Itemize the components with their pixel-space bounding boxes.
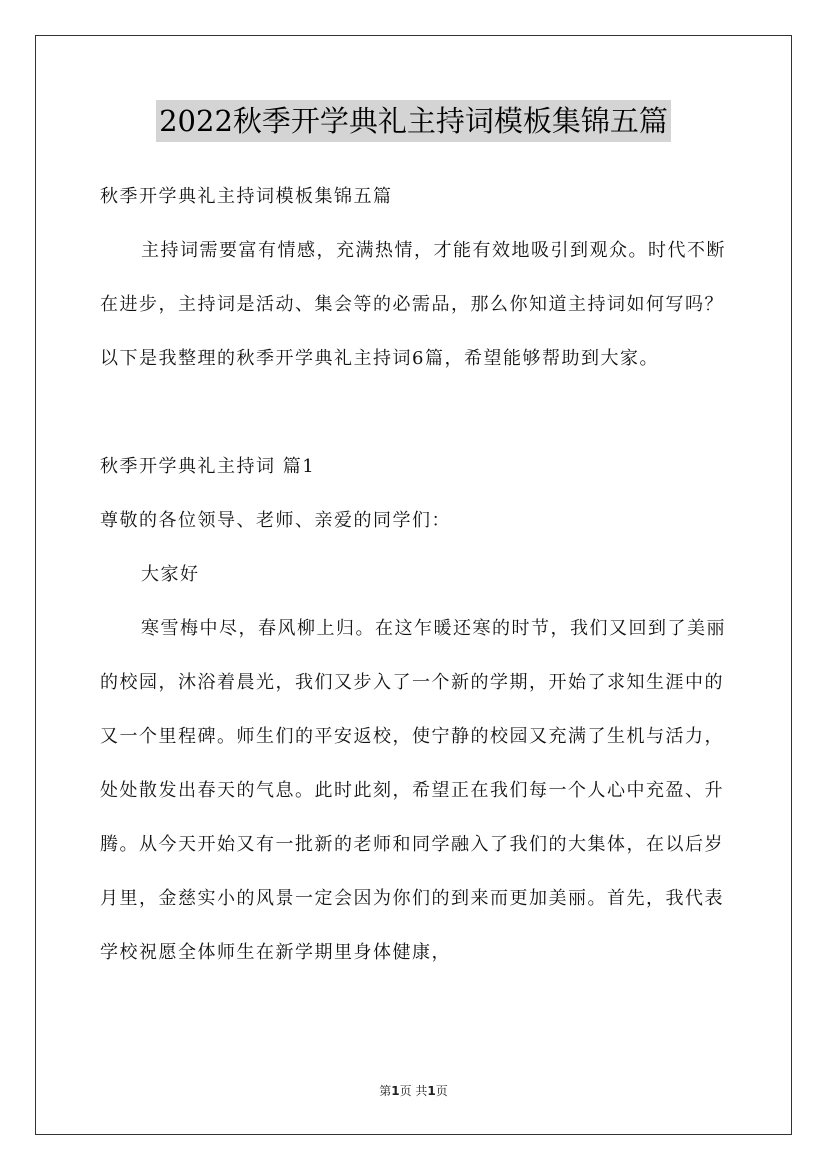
greeting: 大家好 (141, 564, 200, 585)
title-container (0, 100, 827, 142)
footer-page-mid: 页 共 (399, 1084, 428, 1098)
subtitle: 秋季开学典礼主持词模板集锦五篇 (100, 186, 393, 207)
document-body (100, 170, 728, 980)
footer-page-number: 1 (391, 1084, 400, 1098)
footer-page-prefix: 第 (379, 1084, 392, 1098)
document-title: 2022秋季开学典礼主持词模板集锦五篇 (156, 100, 671, 142)
body-paragraph: 寒雪梅中尽，春风柳上归。在这乍暖还寒的时节，我们又回到了美丽的校园，沐浴着晨光，我们又步入了一个新的学期，开始了求知生涯中的又一个里程碑。师生们的平安返校，使宁静的校园又充满了生机与活力，处处散发出春天的气息。此时此刻，希望正在我们每一个人心中充盈、升腾。从今天开始又有一批新的老师和同学融入了我们的大集体，在以后岁月里，金慈实小的风景一定会因为你们的到来而更加美丽。首先，我代表学校祝愿全体师生在新学期里身体健康， (100, 618, 726, 963)
footer-page-suffix: 页 (435, 1084, 448, 1098)
footer-page-total: 1 (427, 1084, 436, 1098)
paragraph-gap (100, 386, 728, 440)
section-heading: 秋季开学典礼主持词 篇1 (100, 456, 316, 477)
salutation: 尊敬的各位领导、老师、亲爱的同学们： (100, 510, 451, 531)
intro-paragraph: 主持词需要富有情感，充满热情，才能有效地吸引到观众。时代不断在进步，主持词是活动、集会等的必需品，那么你知道主持词如何写吗？以下是我整理的秋季开学典礼主持词6篇，希望能够帮助到大家。 (100, 240, 726, 369)
page-footer (0, 1082, 827, 1099)
